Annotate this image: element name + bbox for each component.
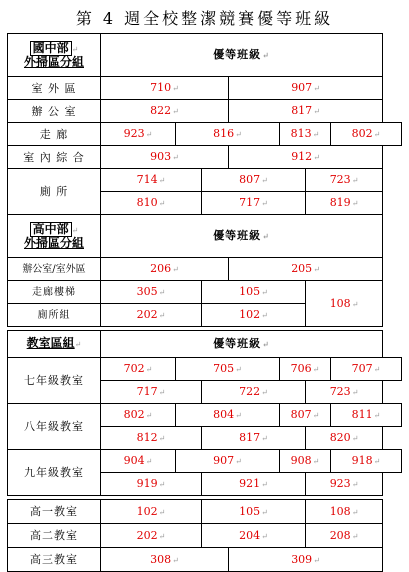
value-cell: 714↵ bbox=[101, 169, 202, 192]
senior-header-row bbox=[8, 215, 402, 258]
row-label: 走廊樓梯 bbox=[8, 281, 101, 304]
value-cell: 817↵ bbox=[229, 100, 383, 123]
senior-corridor-row bbox=[8, 281, 402, 304]
value-cell: 206↵ bbox=[101, 258, 229, 281]
value-cell: 108↵ bbox=[306, 500, 383, 524]
row-label: 辦 公 室 bbox=[8, 100, 101, 123]
value-cell: 817↵ bbox=[202, 427, 306, 450]
junior-header: 優等班級↵ bbox=[101, 34, 383, 77]
classroom-header: 優等班級↵ bbox=[101, 331, 383, 358]
junior-group-label: 國中部 bbox=[30, 41, 72, 56]
senior-header: 優等班級↵ bbox=[101, 215, 383, 258]
title-text: 第 4 週全校整潔競賽優等班級 bbox=[75, 9, 334, 28]
value-cell: 705↵ bbox=[176, 358, 280, 381]
g12-row bbox=[8, 548, 402, 572]
page-title bbox=[0, 6, 409, 29]
value-cell: 723↵ bbox=[306, 381, 383, 404]
value-cell: 309↵ bbox=[229, 548, 383, 572]
row-label: 九年級教室 bbox=[8, 450, 101, 496]
value-cell: 810↵ bbox=[101, 192, 202, 215]
row-label: 室 外 區 bbox=[8, 77, 101, 100]
value-cell: 702↵ bbox=[101, 358, 176, 381]
row-label: 高二教室 bbox=[8, 524, 101, 548]
row-label: 廁所組 bbox=[8, 304, 101, 327]
g11-row bbox=[8, 524, 402, 548]
value-cell: 202↵ bbox=[101, 524, 202, 548]
value-cell: 102↵ bbox=[202, 304, 306, 327]
value-cell: 923↵ bbox=[306, 473, 383, 496]
g10-row bbox=[8, 500, 402, 524]
value-cell: 807↵ bbox=[280, 404, 331, 427]
value-cell: 822↵ bbox=[101, 100, 229, 123]
value-cell: 722↵ bbox=[202, 381, 306, 404]
merged-value-cell: 108↵ bbox=[306, 281, 383, 327]
grade8-row-1 bbox=[8, 404, 402, 427]
value-cell: 105↵ bbox=[202, 500, 306, 524]
value-cell: 802↵ bbox=[101, 404, 176, 427]
junior-outdoor-row bbox=[8, 77, 402, 100]
value-cell: 907↵ bbox=[229, 77, 383, 100]
value-cell: 918↵ bbox=[331, 450, 402, 473]
value-cell: 804↵ bbox=[176, 404, 280, 427]
row-label: 八年級教室 bbox=[8, 404, 101, 450]
junior-section-label: 外掃區分組 bbox=[23, 55, 84, 69]
value-cell: 923↵ bbox=[101, 123, 176, 146]
value-cell: 706↵ bbox=[280, 358, 331, 381]
grade9-row-1 bbox=[8, 450, 402, 473]
row-label: 廁 所 bbox=[8, 169, 101, 215]
value-cell: 812↵ bbox=[101, 427, 202, 450]
value-cell: 204↵ bbox=[202, 524, 306, 548]
value-cell: 921↵ bbox=[202, 473, 306, 496]
grade7-row-1 bbox=[8, 358, 402, 381]
row-label: 辦公室/室外區 bbox=[8, 258, 101, 281]
junior-group-cell: 國中部 ↵ 外掃區分組 bbox=[8, 34, 101, 77]
row-label: 高一教室 bbox=[8, 500, 101, 524]
row-label: 高三教室 bbox=[8, 548, 101, 572]
senior-office-row bbox=[8, 258, 402, 281]
value-cell: 707↵ bbox=[331, 358, 402, 381]
junior-indoor-row bbox=[8, 146, 402, 169]
value-cell: 912↵ bbox=[229, 146, 383, 169]
senior-group-cell: 高中部 ↵ 外掃區分組 bbox=[8, 215, 101, 258]
value-cell: 802↵ bbox=[331, 123, 402, 146]
junior-office-row bbox=[8, 100, 402, 123]
value-cell: 908↵ bbox=[280, 450, 331, 473]
value-cell: 907↵ bbox=[176, 450, 280, 473]
value-cell: 903↵ bbox=[101, 146, 229, 169]
value-cell: 723↵ bbox=[306, 169, 383, 192]
value-cell: 717↵ bbox=[101, 381, 202, 404]
value-cell: 919↵ bbox=[101, 473, 202, 496]
row-label: 七年級教室 bbox=[8, 358, 101, 404]
value-cell: 102↵ bbox=[101, 500, 202, 524]
value-cell: 811↵ bbox=[331, 404, 402, 427]
competition-table bbox=[7, 33, 402, 572]
value-cell: 305↵ bbox=[101, 281, 202, 304]
classroom-section-label: 教室區組 bbox=[26, 336, 75, 350]
value-cell: 816↵ bbox=[176, 123, 280, 146]
row-label: 室 內 綜 合 bbox=[8, 146, 101, 169]
value-cell: 208↵ bbox=[306, 524, 383, 548]
junior-corridor-row bbox=[8, 123, 402, 146]
value-cell: 202↵ bbox=[101, 304, 202, 327]
value-cell: 308↵ bbox=[101, 548, 229, 572]
value-cell: 819↵ bbox=[306, 192, 383, 215]
value-cell: 205↵ bbox=[229, 258, 383, 281]
classroom-header-row bbox=[8, 331, 402, 358]
value-cell: 813↵ bbox=[280, 123, 331, 146]
junior-header-row bbox=[8, 34, 402, 77]
classroom-section-cell: 教室區組↵ bbox=[8, 331, 101, 358]
junior-toilet-row-1 bbox=[8, 169, 402, 192]
row-label: 走 廊 bbox=[8, 123, 101, 146]
senior-section-label: 外掃區分組 bbox=[23, 236, 84, 250]
value-cell: 105↵ bbox=[202, 281, 306, 304]
value-cell: 710↵ bbox=[101, 77, 229, 100]
value-cell: 717↵ bbox=[202, 192, 306, 215]
value-cell: 904↵ bbox=[101, 450, 176, 473]
senior-group-label: 高中部 bbox=[30, 222, 72, 237]
value-cell: 807↵ bbox=[202, 169, 306, 192]
value-cell: 820↵ bbox=[306, 427, 383, 450]
